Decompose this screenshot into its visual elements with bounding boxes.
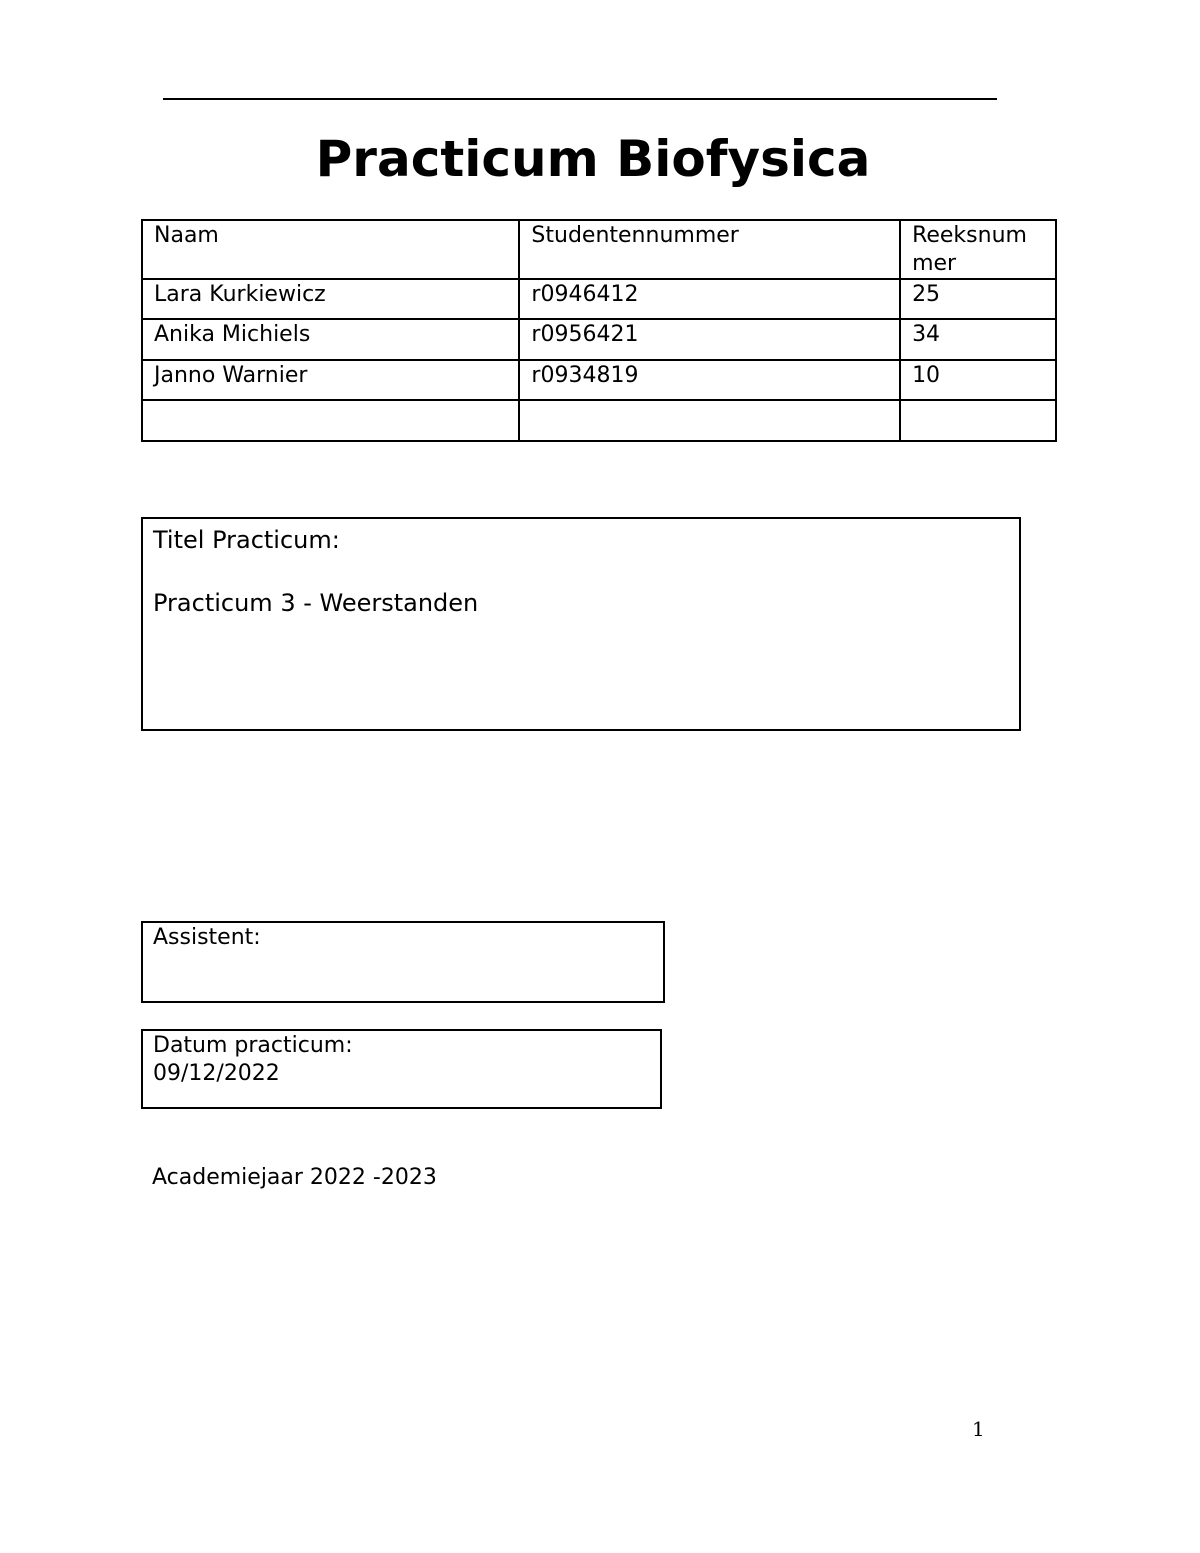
cell-studentennummer: r0934819 [519, 360, 900, 400]
cell-naam: Janno Warnier [142, 360, 519, 400]
cell-studentennummer [519, 400, 900, 441]
top-rule [163, 98, 997, 100]
cell-naam: Anika Michiels [142, 319, 519, 360]
table-row [142, 279, 1056, 319]
table-row [142, 319, 1056, 360]
assistent-box [141, 921, 665, 1003]
table-row [142, 360, 1056, 400]
cell-naam [142, 400, 519, 441]
table-header-row [142, 220, 1056, 279]
cell-studentennummer: r0956421 [519, 319, 900, 360]
cell-studentennummer: r0946412 [519, 279, 900, 319]
practicum-title-label: Titel Practicum: [153, 526, 340, 554]
datum-value: 09/12/2022 [153, 1061, 280, 1086]
cell-reeksnummer [900, 400, 1056, 441]
datum-label: Datum practicum: [153, 1033, 353, 1058]
cell-reeksnummer: 25 [900, 279, 1056, 319]
practicum-title-value: Practicum 3 - Weerstanden [153, 589, 479, 617]
cell-reeksnummer: 34 [900, 319, 1056, 360]
cell-reeksnummer: 10 [900, 360, 1056, 400]
header-naam: Naam [142, 220, 519, 279]
students-table [141, 219, 1057, 442]
assistent-label: Assistent: [153, 925, 261, 950]
header-reeksnummer: Reeksnum mer [900, 220, 1056, 279]
cell-naam: Lara Kurkiewicz [142, 279, 519, 319]
practicum-title-box [141, 517, 1021, 731]
academic-year: Academiejaar 2022 -2023 [152, 1165, 437, 1190]
practicum-title-spacer [153, 556, 1009, 588]
document-title: Practicum Biofysica [315, 130, 871, 188]
table-row-empty [142, 400, 1056, 441]
header-studentennummer: Studentennummer [519, 220, 900, 279]
datum-box [141, 1029, 662, 1109]
page-number: 1 [972, 1417, 985, 1441]
